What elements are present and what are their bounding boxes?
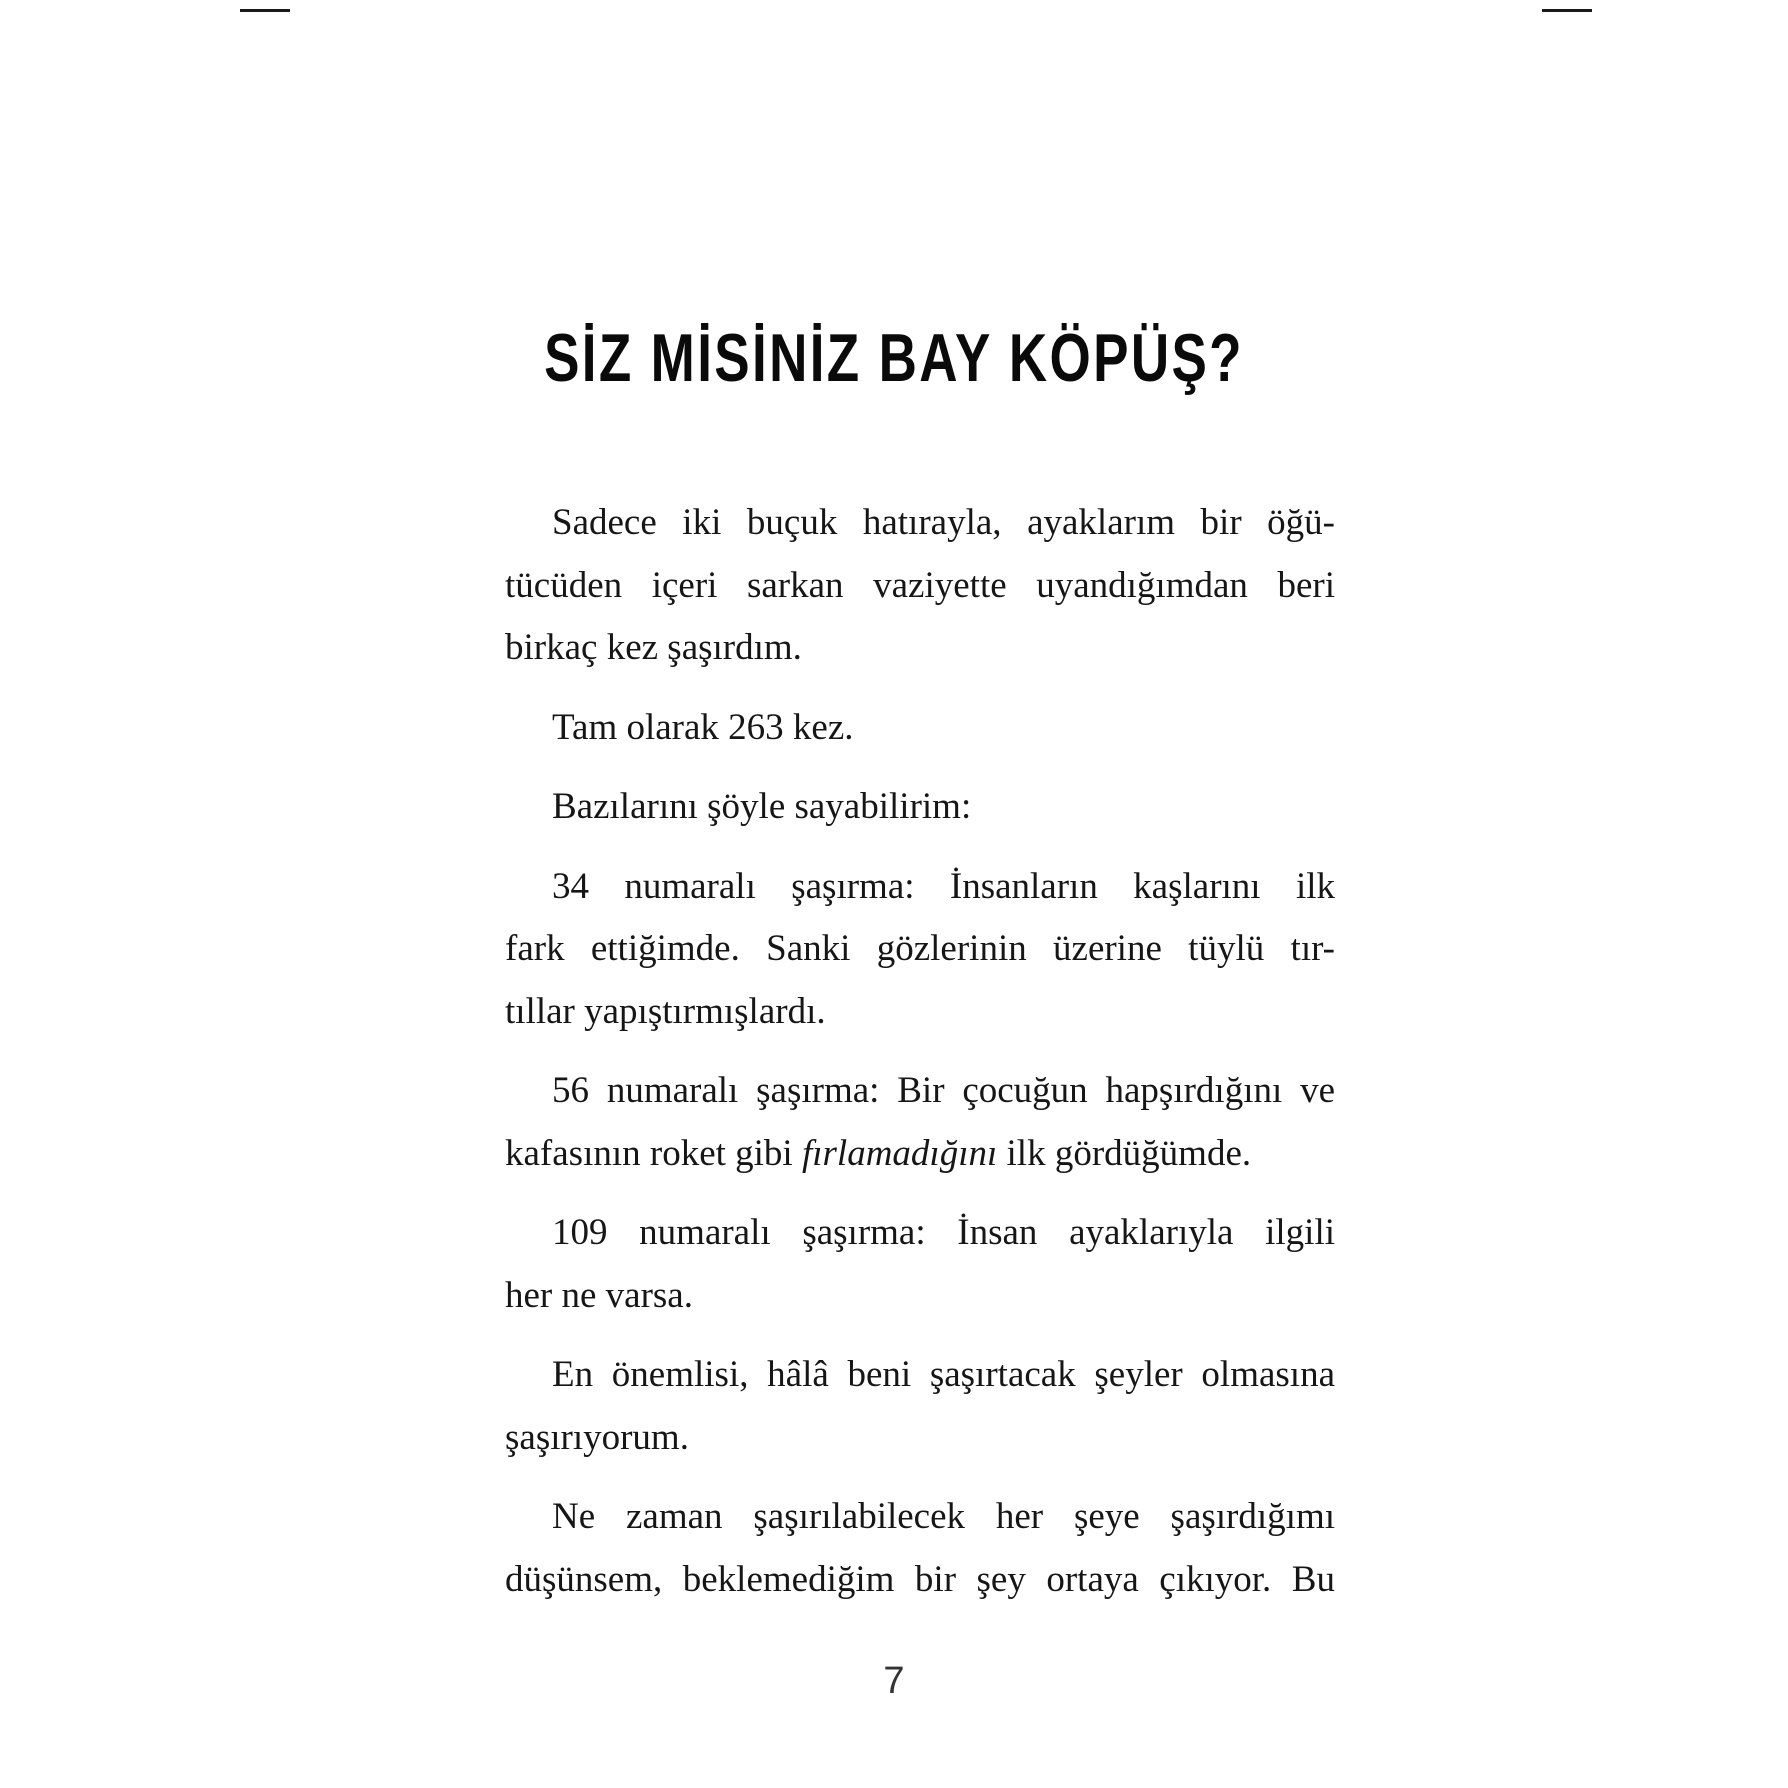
page-number: 7 [883,1660,905,1702]
crop-mark-right [1542,9,1592,12]
paragraph [505,776,1335,839]
text-line: düşünsem, beklemediğim bir şey ortaya çıkıyor. Bu [505,1558,1335,1600]
text-segment: kafasının roket gibi [505,1132,802,1174]
text-line: Sadece iki buçuk hatırayla, ayaklarım bir öğü- [552,502,1335,543]
text-line: Bazılarını şöyle sayabilirim: [552,786,972,827]
paragraph [505,1486,1335,1611]
paragraph [505,492,1335,680]
body-text [505,492,1335,1628]
text-line: tücüden içeri sarkan vaziyette uyandığımdan beri [505,564,1335,606]
text-line: fark ettiğimde. Sanki gözlerinin üzerine tüylü tır- [505,928,1335,969]
text-line: her ne varsa. [505,1274,693,1316]
paragraph [505,856,1335,1044]
text-line: 56 numaralı şaşırma: Bir çocuğun hapşırdığını ve [552,1070,1335,1111]
text-line: 109 numaralı şaşırma: İnsan ayaklarıyla ilgili [552,1212,1335,1253]
text-line: birkaç kez şaşırdım. [505,627,802,668]
italic-emphasis: fırlamadığını [801,1132,998,1174]
text-segment: ilk gördüğümde. [997,1132,1252,1174]
paragraph [505,1060,1335,1185]
text-line: Tam olarak 263 kez. [552,706,854,748]
text-line: 34 numaralı şaşırma: İnsanların kaşlarını ilk [552,865,1335,907]
paragraph [505,697,1335,760]
text-line: En önemlisi, hâlâ beni şaşırtacak şeyler olmasına [552,1354,1335,1395]
text-line [505,1123,1335,1186]
text-line: Ne zaman şaşırılabilecek her şeye şaşırdığımı [552,1496,1335,1537]
paragraph [505,1344,1335,1469]
text-line: tıllar yapıştırmışlardı. [505,990,826,1032]
chapter-title: SİZ MİSİNİZ BAY KÖPÜŞ? [544,320,1244,396]
crop-mark-left [240,9,290,12]
text-line: şaşırıyorum. [505,1416,689,1458]
paragraph [505,1202,1335,1327]
